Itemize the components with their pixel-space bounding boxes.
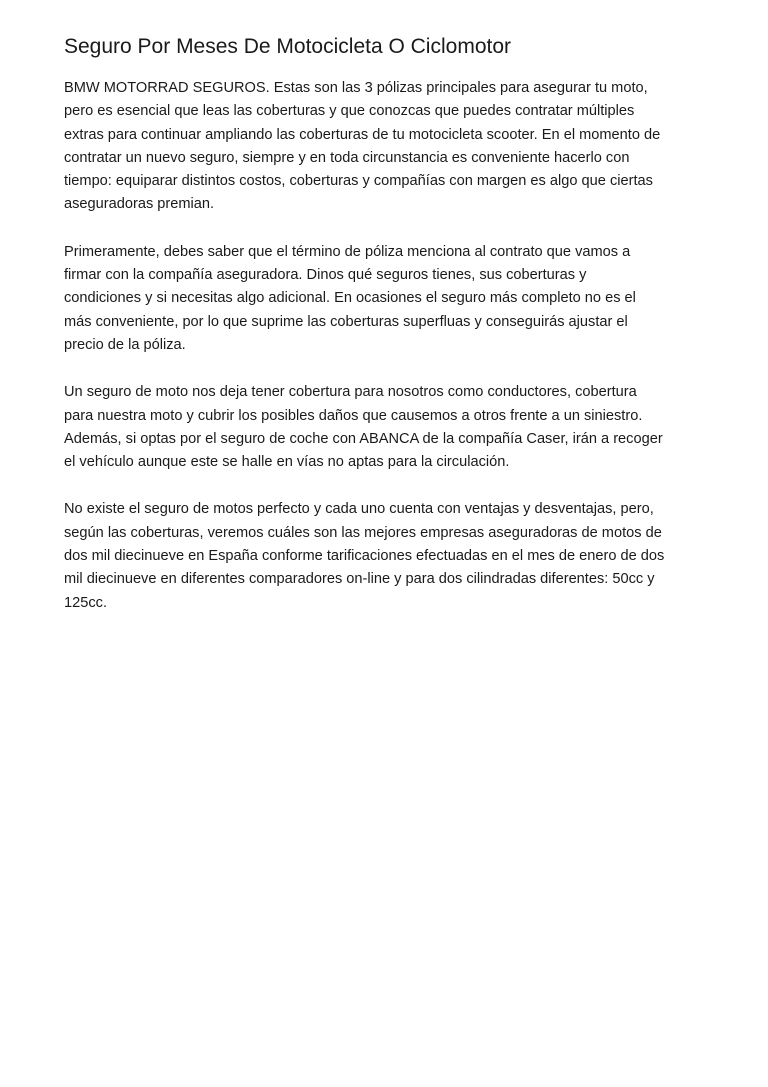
paragraph-line: aseguradoras premian. [64,196,215,213]
paragraph-3 [64,381,714,474]
paragraph-line: dos mil diecinueve en España conforme tarificaciones efectuadas en el mes de enero de dos [64,548,665,565]
paragraph-line: firmar con la compañía aseguradora. Dinos qué seguros tienes, sus coberturas y [64,267,587,284]
paragraph-line: Un seguro de moto nos deja tener cobertura para nosotros como conductores, cobertura [64,384,637,401]
paragraph-2 [64,241,714,357]
paragraph-line: el vehículo aunque este se halle en vías no aptas para la circulación. [64,454,510,471]
paragraph-line: contratar un nuevo seguro, siempre y en toda circunstancia es conveniente hacerlo con [64,149,630,166]
paragraph-line: extras para continuar ampliando las coberturas de tu motocicleta scooter. En el momento de [64,126,661,143]
document-page [64,32,714,639]
paragraph-line: pero es esencial que leas las coberturas y que conozcas que puedes contratar múltiples [64,103,635,120]
paragraph-line: para nuestra moto y cubrir los posibles daños que causemos a otros frente a un siniestro. [64,407,643,424]
paragraph-line: según las coberturas, veremos cuáles son las mejores empresas aseguradoras de motos de [64,524,662,541]
paragraph-line: BMW MOTORRAD SEGUROS. Estas son las 3 pólizas principales para asegurar tu moto, [64,80,648,96]
paragraph-4 [64,498,714,614]
paragraph-line: mil diecinueve en diferentes comparadores on-line y para dos cilindradas diferentes: 50cc y [64,571,655,588]
paragraph-line: Además, si optas por el seguro de coche con ABANCA de la compañía Caser, irán a recoger [64,430,663,447]
paragraph-line: tiempo: equiparar distintos costos, coberturas y compañías con margen es algo que ciertas [64,173,653,190]
paragraph-line: condiciones y si necesitas algo adicional. En ocasiones el seguro más completo no es el [64,290,636,307]
paragraph-line: Primeramente, debes saber que el término de póliza menciona al contrato que vamos a [64,243,631,260]
paragraph-line: precio de la póliza. [64,336,186,353]
paragraph-line: No existe el seguro de motos perfecto y cada uno cuenta con ventajas y desventajas, pero, [64,501,654,518]
document-title: Seguro Por Meses De Motocicleta O Ciclomotor [64,35,511,58]
paragraph-line: 125cc. [64,594,107,611]
paragraph-1 [64,77,714,217]
paragraph-line: más conveniente, por lo que suprime las coberturas superfluas y conseguirás ajustar el [64,313,628,330]
